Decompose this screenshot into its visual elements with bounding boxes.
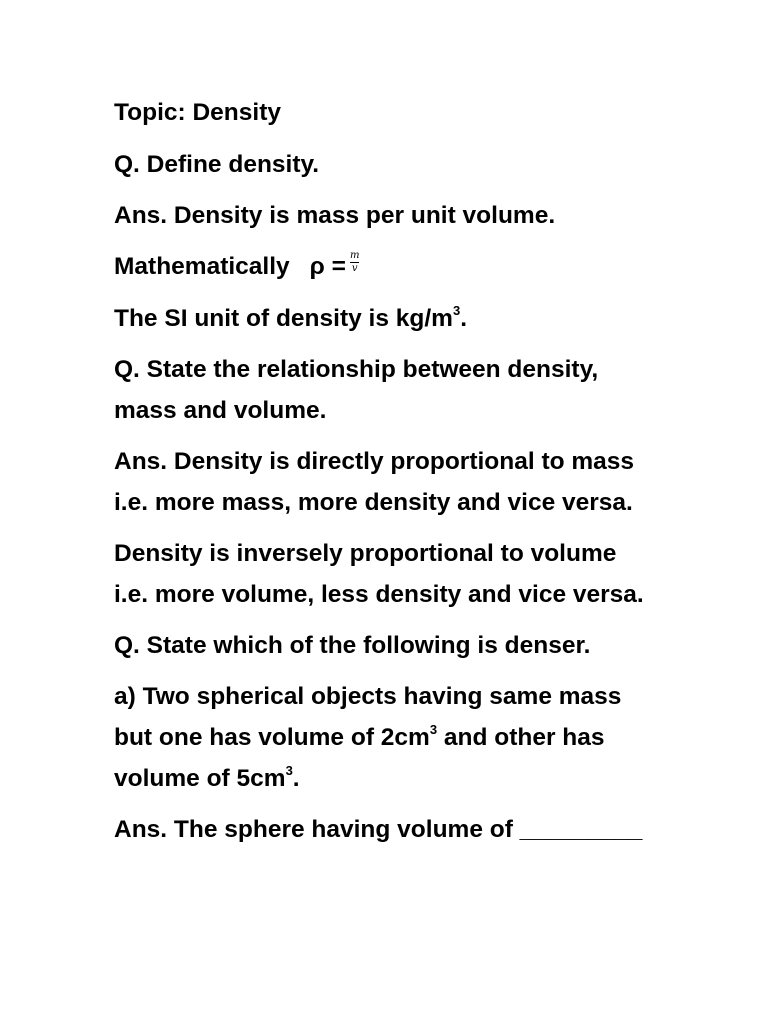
- part-a-line3-exponent: 3: [285, 762, 293, 778]
- part-a-line3-end: .: [292, 765, 300, 792]
- part-a-line2: [114, 723, 605, 753]
- part-a-line2-start: but one has volume of 2cm: [114, 724, 430, 751]
- mass-over-volume-fraction: [350, 251, 359, 274]
- answer-fill-in-blank: Ans. The sphere having volume of _________: [114, 816, 643, 843]
- si-unit-end: .: [460, 305, 468, 332]
- rho-symbol: ρ =: [309, 253, 346, 280]
- answer-define-density: Ans. Density is mass per unit volume.: [114, 202, 556, 229]
- formula-label: Mathematically: [114, 253, 290, 280]
- question-denser: Q. State which of the following is denser.: [114, 632, 591, 659]
- part-a-line3: [114, 764, 300, 794]
- si-unit-exponent: 3: [452, 302, 461, 318]
- part-a-line2-end: and other has: [437, 724, 605, 751]
- question-relationship-line1: Q. State the relationship between density,: [114, 356, 599, 383]
- question-define-density: Q. Define density.: [114, 151, 320, 178]
- part-a-line3-start: volume of 5cm: [114, 765, 286, 792]
- formula-line: [114, 252, 359, 282]
- answer-volume-line1: Density is inversely proportional to volume: [114, 540, 617, 567]
- si-unit-text: The SI unit of density is kg/m: [114, 305, 453, 332]
- answer-mass-line1: Ans. Density is directly proportional to mass: [114, 448, 635, 475]
- part-a-line1: a) Two spherical objects having same mass: [114, 683, 622, 710]
- si-unit-line: [114, 304, 467, 334]
- question-relationship-line2: mass and volume.: [114, 397, 327, 424]
- answer-volume-line2: i.e. more volume, less density and vice versa.: [114, 581, 644, 608]
- fraction-numerator: m: [349, 250, 360, 262]
- part-a-line2-exponent: 3: [429, 721, 438, 737]
- fraction-denominator: v: [351, 263, 358, 275]
- topic-heading: Topic: Density: [114, 99, 281, 126]
- answer-mass-line2: i.e. more mass, more density and vice versa.: [114, 489, 633, 516]
